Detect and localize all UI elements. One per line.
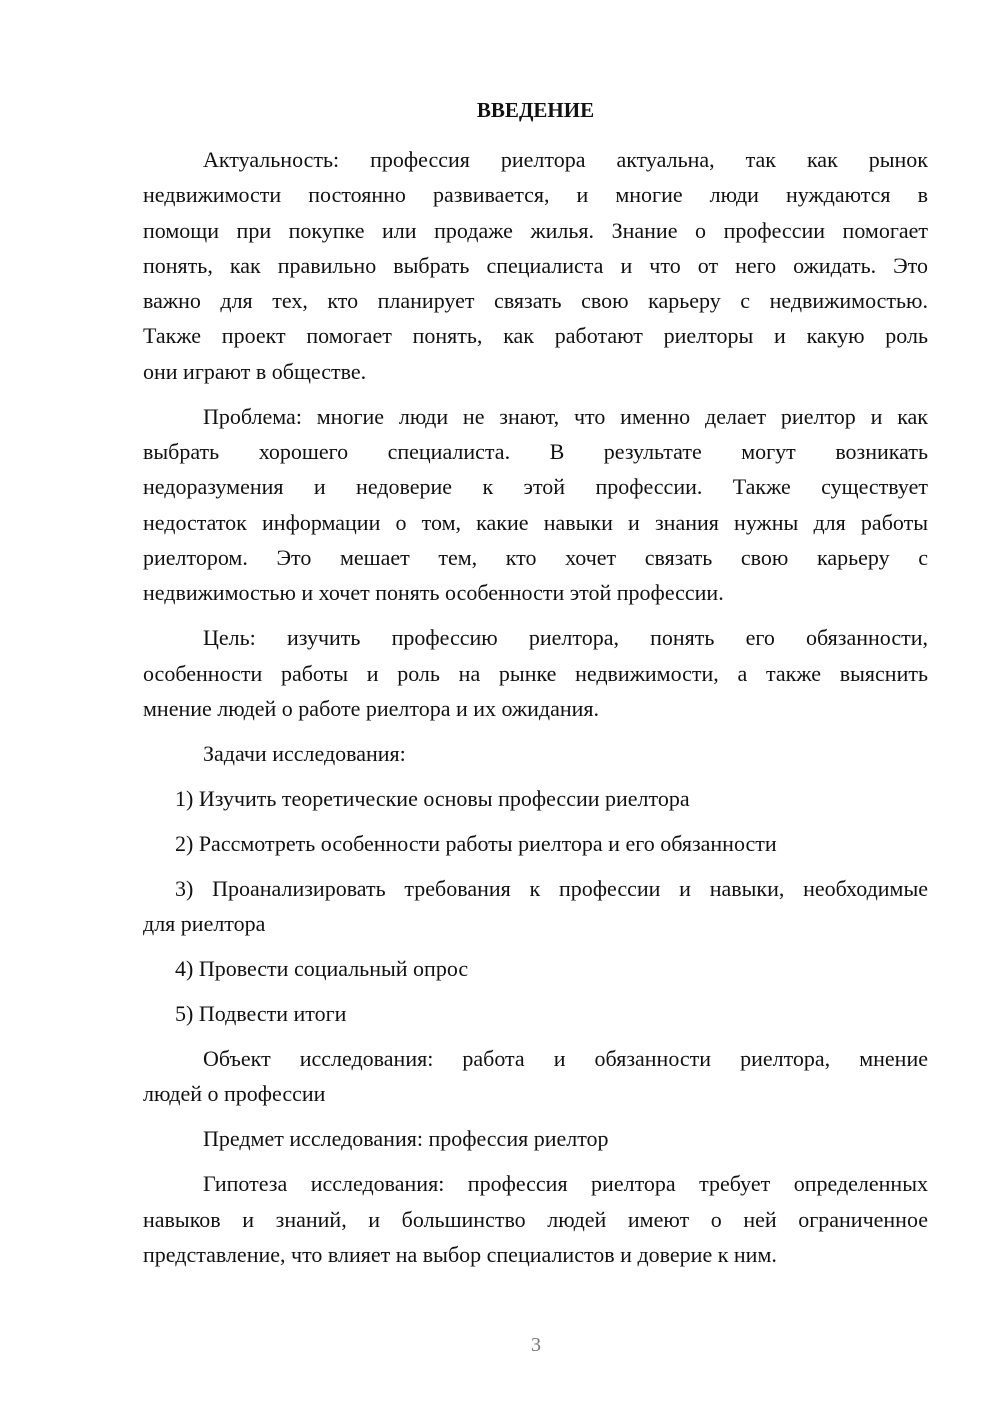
text-line: недостаток информации о том, какие навыки и знания нужны для работы xyxy=(143,509,928,535)
text-line: Также проект помогает понять, как работают риелторы и какую роль xyxy=(143,323,928,349)
text-line: недоразумения и недоверие к этой профессии. Также существует xyxy=(143,474,928,500)
task-list-item xyxy=(143,871,928,942)
text-line: Цель: изучить профессию риелтора, понять его обязанности, xyxy=(203,625,928,651)
text-line: Предмет исследования: профессия риелтор xyxy=(203,1126,609,1152)
text-line: 5) Подвести итоги xyxy=(175,1001,347,1027)
paragraph xyxy=(143,1121,928,1156)
task-list-item xyxy=(143,781,928,816)
paragraph xyxy=(143,142,928,389)
text-line: Гипотеза исследования: профессия риелтора требует определенных xyxy=(203,1171,928,1197)
text-line: для риелтора xyxy=(143,911,266,937)
body-text xyxy=(143,142,928,1282)
text-line: Объект исследования: работа и обязанности риелтора, мнение xyxy=(203,1046,928,1072)
text-line: людей о профессии xyxy=(143,1081,326,1107)
text-line: выбрать хорошего специалиста. В результате могут возникать xyxy=(143,439,928,465)
text-line: важно для тех, кто планирует связать свою карьеру с недвижимостью. xyxy=(143,288,928,314)
task-list-item xyxy=(143,951,928,986)
text-line: навыков и знаний, и большинство людей имеют о ней ограниченное xyxy=(143,1206,928,1232)
text-line: представление, что влияет на выбор специалистов и доверие к ним. xyxy=(143,1241,777,1267)
section-title: ВВЕДЕНИЕ xyxy=(476,98,595,122)
text-line: 2) Рассмотреть особенности работы риелтора и его обязанности xyxy=(175,830,777,856)
text-line: мнение людей о работе риелтора и их ожидания. xyxy=(143,695,600,721)
paragraph xyxy=(143,620,928,726)
text-line: 3) Проанализировать требования к профессии и навыки, необходимые xyxy=(175,875,928,901)
text-line: Задачи исследования: xyxy=(203,740,406,766)
page-number: 3 xyxy=(531,1334,541,1356)
paragraph xyxy=(143,736,928,771)
text-line: особенности работы и роль на рынке недвижимости, а также выяснить xyxy=(143,660,928,686)
text-line: понять, как правильно выбрать специалиста и что от него ожидать. Это xyxy=(143,252,928,278)
text-line: риелтором. Это мешает тем, кто хочет связать свою карьеру с xyxy=(143,544,928,570)
paragraph xyxy=(143,1166,928,1272)
task-list-item xyxy=(143,826,928,861)
text-line: Актуальность: профессия риелтора актуальна, так как рынок xyxy=(203,147,928,172)
paragraph xyxy=(143,1041,928,1112)
text-line: недвижимостью и хочет понять особенности этой профессии. xyxy=(143,580,724,606)
text-line: 1) Изучить теоретические основы профессии риелтора xyxy=(175,785,690,811)
text-line: они играют в обществе. xyxy=(143,358,367,384)
text-line: помощи при покупке или продаже жилья. Знание о профессии помогает xyxy=(143,217,928,243)
paragraph xyxy=(143,399,928,611)
task-list-item xyxy=(143,996,928,1031)
text-line: 4) Провести социальный опрос xyxy=(175,956,469,982)
text-line: недвижимости постоянно развивается, и многие люди нуждаются в xyxy=(143,182,928,208)
text-line: Проблема: многие люди не знают, что именно делает риелтор и как xyxy=(203,403,928,429)
